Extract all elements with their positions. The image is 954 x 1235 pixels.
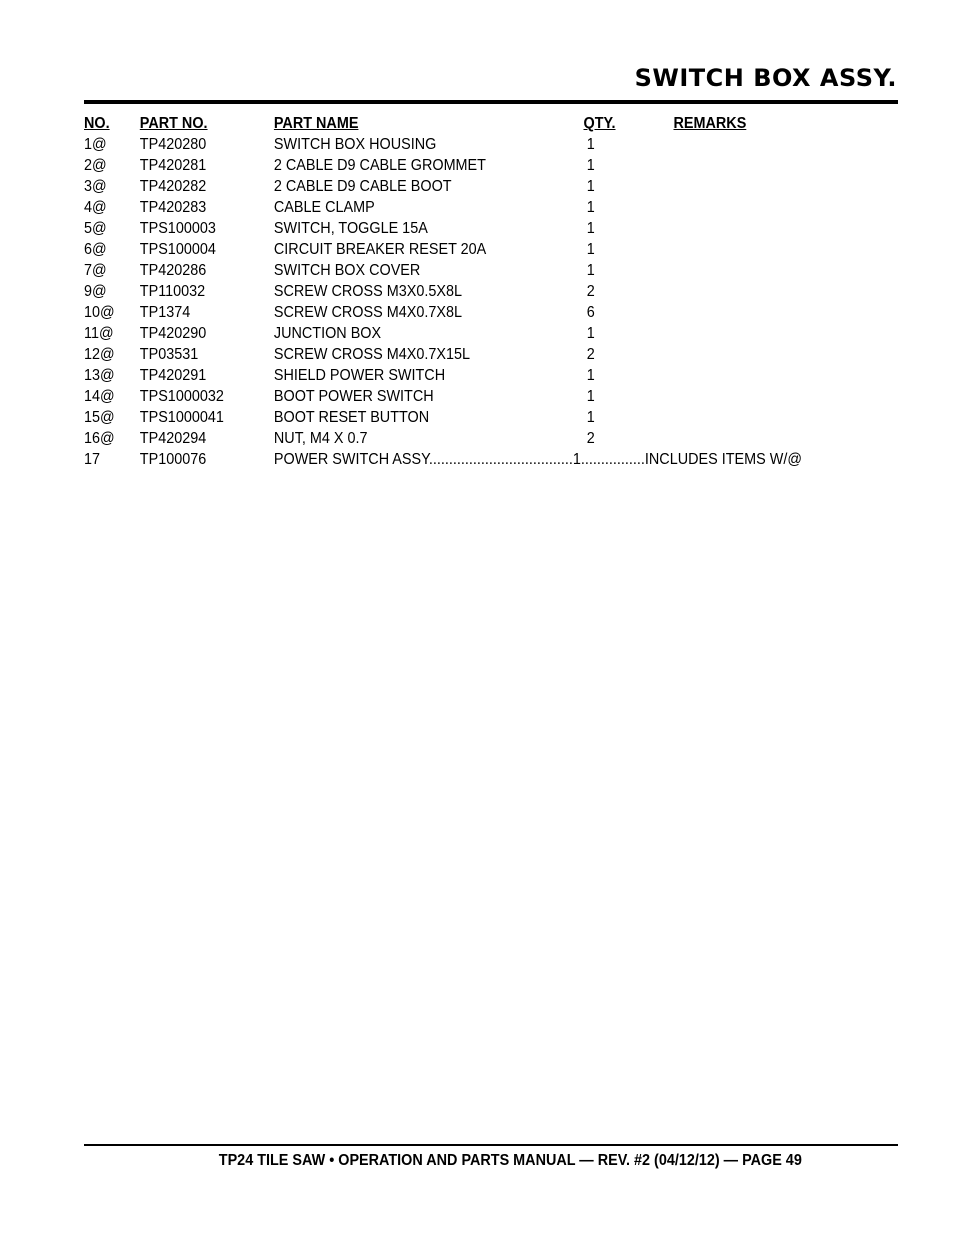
title-divider — [84, 100, 898, 104]
row-part-no: TP420291 — [139, 367, 207, 384]
row-qty: 1 — [586, 157, 595, 174]
row-qty: 1 — [586, 325, 595, 342]
row-part-no: TPS1000032 — [139, 388, 224, 405]
row-part-no: TP110032 — [139, 283, 206, 300]
row-qty: 1 — [586, 388, 595, 405]
row-no: 16@ — [84, 430, 115, 447]
row-qty: 1 — [586, 220, 595, 237]
header-no: NO. — [84, 115, 110, 132]
assembly-no: 17 — [84, 451, 101, 468]
row-part-name: BOOT RESET BUTTON — [273, 409, 430, 426]
table-row — [84, 302, 817, 323]
row-part-name: SCREW CROSS M3X0.5X8L — [273, 283, 462, 300]
row-qty: 1 — [586, 199, 595, 216]
row-part-no: TP1374 — [139, 304, 191, 321]
row-part-name: SCREW CROSS M4X0.7X8L — [273, 304, 462, 321]
row-part-no: TPS100003 — [139, 220, 216, 237]
row-part-no: TP420294 — [139, 430, 207, 447]
row-qty: 2 — [586, 346, 595, 363]
table-row — [84, 155, 817, 176]
row-no: 14@ — [84, 388, 115, 405]
row-qty: 1 — [586, 367, 595, 384]
parts-table — [84, 113, 817, 470]
row-part-name: SCREW CROSS M4X0.7X15L — [273, 346, 470, 363]
row-qty: 1 — [586, 136, 595, 153]
row-part-name: CABLE CLAMP — [273, 199, 375, 216]
row-part-name: JUNCTION BOX — [273, 325, 382, 342]
row-no: 9@ — [84, 283, 107, 300]
row-part-no: TP420282 — [139, 178, 207, 195]
table-row — [84, 197, 817, 218]
header-part-no: PART NO. — [139, 115, 208, 132]
table-header-row — [84, 113, 817, 134]
row-no: 4@ — [84, 199, 107, 216]
row-part-no: TPS100004 — [139, 241, 216, 258]
row-part-no: TP03531 — [139, 346, 199, 363]
row-no: 15@ — [84, 409, 115, 426]
row-part-no: TPS1000041 — [139, 409, 224, 426]
header-part-name: PART NAME — [273, 115, 359, 132]
row-qty: 6 — [586, 304, 595, 321]
table-row — [84, 260, 817, 281]
row-qty: 1 — [586, 241, 595, 258]
row-part-name: CIRCUIT BREAKER RESET 20A — [273, 241, 487, 258]
row-no: 3@ — [84, 178, 107, 195]
row-part-no: TP420280 — [139, 136, 207, 153]
table-row — [84, 407, 817, 428]
table-row — [84, 134, 817, 155]
row-part-name: SWITCH BOX COVER — [273, 262, 421, 279]
table-row — [84, 323, 817, 344]
row-no: 13@ — [84, 367, 115, 384]
row-no: 7@ — [84, 262, 107, 279]
table-row — [84, 281, 817, 302]
row-part-no: TP420281 — [139, 157, 207, 174]
row-part-name: NUT, M4 X 0.7 — [273, 430, 368, 447]
row-part-name: 2 CABLE D9 CABLE BOOT — [273, 178, 452, 195]
assembly-line: POWER SWITCH ASSY....................................1................INCLUDES ITEMS W/@ — [273, 451, 802, 468]
row-part-name: 2 CABLE D9 CABLE GROMMET — [273, 157, 486, 174]
header-remarks: REMARKS — [673, 115, 747, 132]
row-no: 1@ — [84, 136, 107, 153]
row-no: 11@ — [84, 325, 114, 342]
row-qty: 1 — [586, 262, 595, 279]
row-part-name: BOOT POWER SWITCH — [273, 388, 434, 405]
table-row — [84, 386, 817, 407]
row-part-name: SHIELD POWER SWITCH — [273, 367, 446, 384]
page-footer: TP24 TILE SAW • OPERATION AND PARTS MANUAL — REV. #2 (04/12/12) — PAGE 49 — [218, 1152, 802, 1169]
header-qty: QTY. — [583, 115, 616, 132]
row-part-name: SWITCH, TOGGLE 15A — [273, 220, 428, 237]
row-no: 12@ — [84, 346, 115, 363]
row-part-no: TP420286 — [139, 262, 207, 279]
row-no: 2@ — [84, 157, 107, 174]
row-part-no: TP420290 — [139, 325, 207, 342]
assembly-row — [84, 449, 817, 470]
row-no: 10@ — [84, 304, 115, 321]
table-row — [84, 365, 817, 386]
row-qty: 2 — [586, 283, 595, 300]
row-part-name: SWITCH BOX HOUSING — [273, 136, 437, 153]
table-row — [84, 239, 817, 260]
table-row — [84, 344, 817, 365]
row-qty: 1 — [586, 178, 595, 195]
footer-divider — [84, 1144, 898, 1146]
row-no: 6@ — [84, 241, 107, 258]
table-row — [84, 428, 817, 449]
row-part-no: TP420283 — [139, 199, 207, 216]
assembly-part-no: TP100076 — [139, 451, 207, 468]
row-qty: 1 — [586, 409, 595, 426]
page-title: SWITCH BOX ASSY. — [634, 64, 897, 92]
table-row — [84, 176, 817, 197]
row-no: 5@ — [84, 220, 107, 237]
row-qty: 2 — [586, 430, 595, 447]
table-row — [84, 218, 817, 239]
